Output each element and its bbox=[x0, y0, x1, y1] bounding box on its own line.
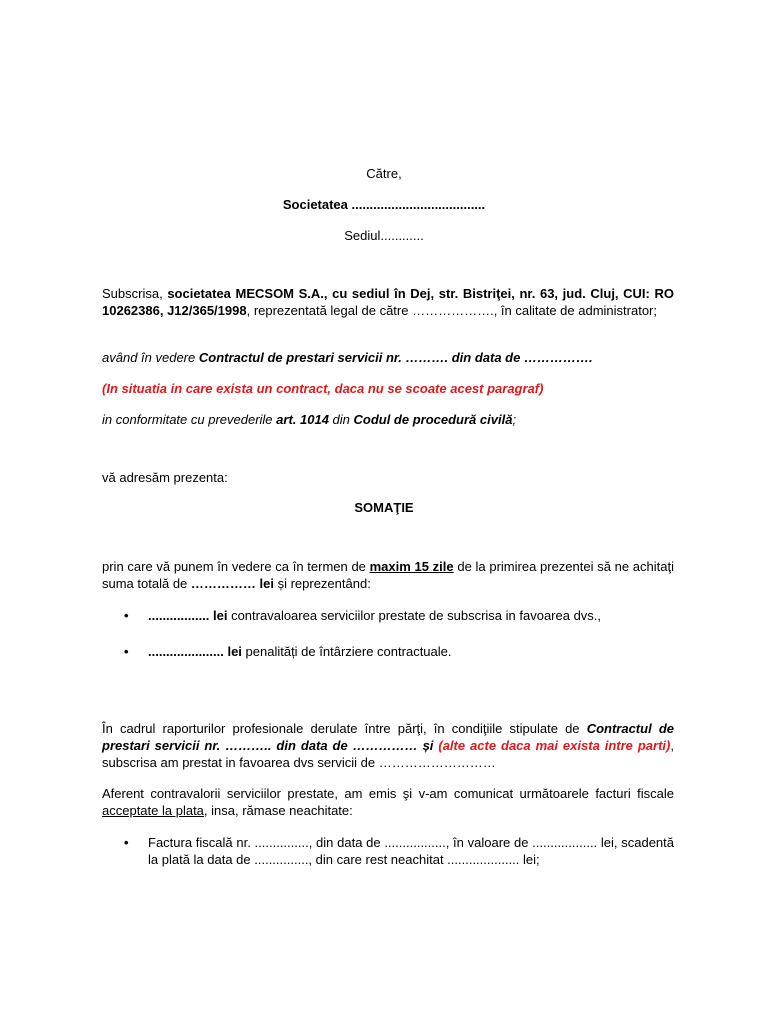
legal-basis-mid: din bbox=[328, 412, 354, 427]
contract-note: (In situatia in care exista un contract, daca nu se scoate acest paragraf) bbox=[102, 381, 544, 396]
invoices-paragraph bbox=[102, 785, 674, 819]
invoices-accepted: acceptate la plata bbox=[102, 803, 204, 818]
demand-end: și reprezentând: bbox=[273, 576, 371, 591]
relations-start: În cadrul raporturilor profesionale derulate între părţi, în condiţiile stipulate de bbox=[102, 721, 587, 736]
bullet-icon: • bbox=[124, 644, 129, 659]
demand-start: prin care vă punem în vedere ca în termen de bbox=[102, 559, 370, 574]
contract-reference-paragraph bbox=[102, 349, 674, 366]
document-title: SOMAŢIE bbox=[354, 500, 414, 515]
bullet-icon: • bbox=[124, 835, 129, 850]
legal-article: art. 1014 bbox=[276, 412, 329, 427]
relations-paragraph bbox=[102, 720, 674, 771]
intro-end: , reprezentată legal de către ………………., în calitate de administrator; bbox=[246, 303, 657, 318]
recipient-office-line: Sediul............ bbox=[344, 228, 424, 243]
legal-basis-end: ; bbox=[512, 412, 517, 427]
demand-mid: de la primirea prezentei să ne achitaţi suma totală de bbox=[102, 559, 674, 591]
contract-reference: Contractul de prestari servicii nr. ………. din data de ……………. bbox=[198, 350, 593, 365]
item-description: contravaloarea serviciilor prestate de subscrisa in favoarea dvs., bbox=[227, 608, 602, 623]
legal-basis-paragraph bbox=[102, 411, 674, 428]
invoices-start: Aferent contravalorii serviciilor prestate, am emis şi v-am comunicat următoarele facturi fiscale bbox=[102, 786, 674, 801]
intro-start: Subscrisa, bbox=[102, 286, 168, 301]
relations-contract: Contractul de prestari servicii nr. ……….. din data de …………… și bbox=[102, 721, 674, 753]
sender-company-details: societatea MECSOM S.A., cu sediul în Dej, str. Bistriţei, nr. 63, jud. Cluj, CUI: RO 10262386, J12/365/1998 bbox=[102, 286, 674, 318]
demand-paragraph bbox=[102, 558, 674, 592]
intro-paragraph bbox=[102, 285, 674, 319]
list-item-text bbox=[148, 643, 674, 660]
address-line: vă adresăm prezenta: bbox=[102, 470, 228, 485]
bullet-icon: • bbox=[124, 608, 129, 623]
legal-code: Codul de procedură civilă bbox=[353, 412, 513, 427]
recipient-label: Către, bbox=[366, 166, 402, 181]
total-amount: …………… lei bbox=[190, 576, 274, 591]
relations-end: , subscrisa am prestat in favoarea dvs servicii de ……………………… bbox=[102, 738, 674, 770]
invoices-end: , insa, rămase neachitate: bbox=[203, 803, 353, 818]
item-description: penalități de întârziere contractuale. bbox=[241, 644, 452, 659]
payment-deadline: maxim 15 zile bbox=[369, 559, 454, 574]
item-amount: ................. lei bbox=[148, 608, 228, 623]
relations-note: (alte acte daca mai exista intre parti) bbox=[438, 738, 671, 753]
list-item-text bbox=[148, 607, 674, 624]
invoice-item-text: Factura fiscală nr. ..............., din data de ................., în valoare de .................. lei, scadentă la plată la data de ..............., din care rest neachitat .................... lei; bbox=[148, 835, 674, 867]
item-amount: ..................... lei bbox=[148, 644, 242, 659]
legal-basis-start: in conformitate cu prevederile bbox=[102, 412, 277, 427]
contract-reference-intro: având în vedere bbox=[102, 350, 199, 365]
recipient-company-line: Societatea ..................................... bbox=[282, 197, 486, 212]
